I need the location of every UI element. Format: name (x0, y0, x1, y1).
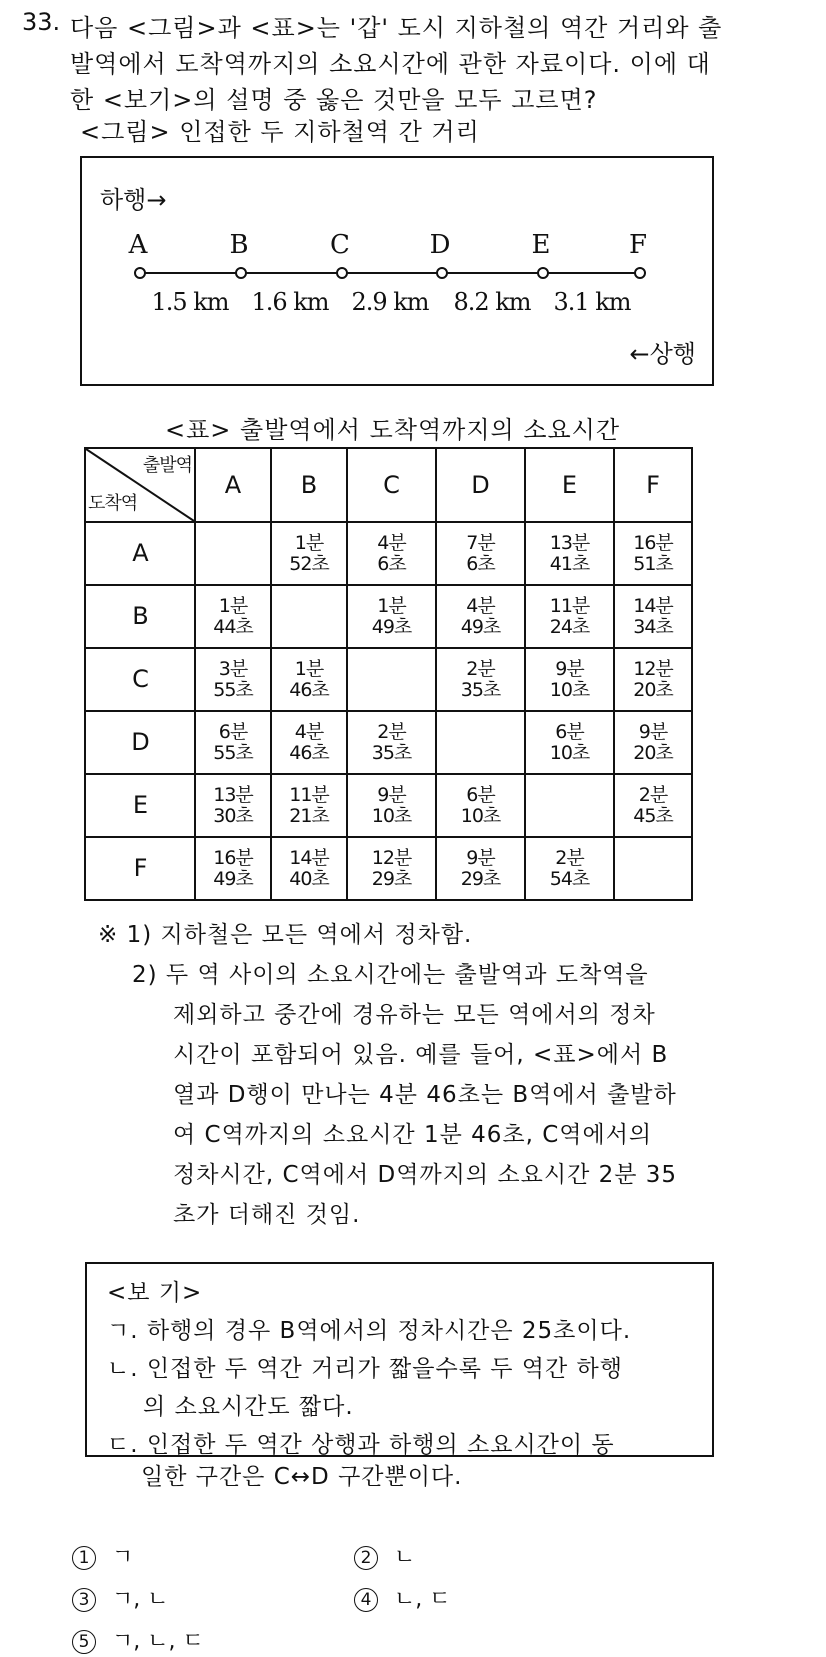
choice-number: 4 (354, 1588, 378, 1612)
distance-e-f: 3.1 km (553, 288, 631, 316)
table-cell (195, 522, 271, 585)
table-cell: 16분 51초 (614, 522, 692, 585)
station-node-a (134, 267, 146, 279)
row-header: C (85, 648, 195, 711)
table-cell: 12분 29초 (347, 837, 436, 900)
table-cell: 6분 55초 (195, 711, 271, 774)
note-1: ※ 1) 지하철은 모든 역에서 정차함. (98, 922, 473, 948)
table-cell: 16분 49초 (195, 837, 271, 900)
station-distance-figure (80, 156, 714, 386)
table-cell: 13분 41초 (525, 522, 614, 585)
note-2-line-5: 여 C역까지의 소요시간 1분 46초, C역에서의 (173, 1122, 653, 1148)
table-cell (436, 711, 525, 774)
bogi-item-giyeok: ㄱ. 하행의 경우 B역에서의 정차시간은 25초이다. (107, 1318, 632, 1344)
column-header: C (347, 448, 436, 522)
bogi-title: <보 기> (107, 1280, 203, 1306)
table-cell: 1분 44초 (195, 585, 271, 648)
column-header: D (436, 448, 525, 522)
bogi-item-nieun-line-1: ㄴ. 인접한 두 역간 거리가 짧을수록 두 역간 하행 (107, 1356, 623, 1382)
station-node-e (537, 267, 549, 279)
table-cell: 1분 49초 (347, 585, 436, 648)
row-header: E (85, 774, 195, 837)
table-cell: 9분 10초 (347, 774, 436, 837)
row-header: F (85, 837, 195, 900)
station-node-f (634, 267, 646, 279)
station-label-b: B (229, 230, 249, 260)
table-cell: 4분 46초 (271, 711, 347, 774)
subway-line (142, 272, 639, 274)
note-2-line-4: 열과 D행이 만나는 4분 46초는 B역에서 출발하 (173, 1082, 677, 1108)
choice-2[interactable]: 2 ㄴ (354, 1540, 415, 1571)
station-label-c: C (330, 230, 350, 260)
question-text-line-1: 다음 <그림>과 <표>는 '갑' 도시 지하철의 역간 거리와 출 (70, 14, 723, 42)
table-cell: 7분 6초 (436, 522, 525, 585)
table-cell: 3분 55초 (195, 648, 271, 711)
row-header: A (85, 522, 195, 585)
station-label-f: F (628, 230, 648, 260)
choice-number: 1 (72, 1546, 96, 1570)
note-2-line-3: 시간이 포함되어 있음. 예를 들어, <표>에서 B (173, 1042, 669, 1068)
table-cell: 11분 24초 (525, 585, 614, 648)
table-row (85, 774, 692, 837)
note-2-line-2: 제외하고 중간에 경유하는 모든 역에서의 정차 (173, 1002, 656, 1028)
table-cell: 2분 35초 (436, 648, 525, 711)
table-cell: 9분 10초 (525, 648, 614, 711)
choice-number: 2 (354, 1546, 378, 1570)
table-cell: 6분 10초 (436, 774, 525, 837)
choice-number: 3 (72, 1588, 96, 1612)
table-cell: 4분 6초 (347, 522, 436, 585)
table-cell: 2분 54초 (525, 837, 614, 900)
station-label-e: E (531, 230, 551, 260)
distance-a-b: 1.5 km (151, 288, 229, 316)
station-node-c (336, 267, 348, 279)
table-cell: 6분 10초 (525, 711, 614, 774)
column-header: E (525, 448, 614, 522)
upbound-direction-label: ←상행 (629, 340, 696, 368)
table-row (85, 837, 692, 900)
table-row (85, 522, 692, 585)
table-cell (347, 648, 436, 711)
bogi-item-digeut-line-2: 일한 구간은 C↔D 구간뿐이다. (141, 1464, 463, 1490)
choice-4[interactable]: 4 ㄴ, ㄷ (354, 1582, 451, 1613)
bogi-box (85, 1262, 714, 1457)
table-cell: 12분 20초 (614, 648, 692, 711)
travel-time-table (84, 447, 693, 901)
distance-b-c: 1.6 km (251, 288, 329, 316)
table-cell: 1분 52초 (271, 522, 347, 585)
table-header-row (85, 448, 692, 522)
choice-5[interactable]: 5 ㄱ, ㄴ, ㄷ (72, 1624, 204, 1655)
table-cell: 4분 49초 (436, 585, 525, 648)
note-2-line-6: 정차시간, C역에서 D역까지의 소요시간 2분 35 (173, 1162, 678, 1188)
choice-number: 5 (72, 1630, 96, 1654)
table-corner-cell (85, 448, 195, 522)
table-cell (614, 837, 692, 900)
column-header: A (195, 448, 271, 522)
distance-d-e: 8.2 km (453, 288, 531, 316)
table-cell (271, 585, 347, 648)
question-text-line-2: 발역에서 도착역까지의 소요시간에 관한 자료이다. 이에 대 (70, 50, 711, 78)
table-row (85, 711, 692, 774)
column-header: B (271, 448, 347, 522)
station-node-b (235, 267, 247, 279)
row-header: D (85, 711, 195, 774)
downbound-direction-label: 하행→ (100, 186, 167, 214)
note-2-line-1: 2) 두 역 사이의 소요시간에는 출발역과 도착역을 (132, 962, 649, 988)
arrival-station-header: 도착역 (88, 493, 138, 514)
table-cell: 9분 20초 (614, 711, 692, 774)
column-header: F (614, 448, 692, 522)
departure-station-header: 출발역 (142, 455, 192, 476)
choice-1[interactable]: 1 ㄱ (72, 1540, 133, 1571)
distance-c-d: 2.9 km (351, 288, 429, 316)
table-cell: 14분 40초 (271, 837, 347, 900)
note-2-line-7: 초가 더해진 것임. (173, 1202, 361, 1228)
table-row (85, 585, 692, 648)
table-cell: 2분 45초 (614, 774, 692, 837)
table-cell: 14분 34초 (614, 585, 692, 648)
bogi-item-nieun-line-2: 의 소요시간도 짧다. (143, 1394, 354, 1420)
question-number: 33. (22, 8, 61, 36)
table-cell: 11분 21초 (271, 774, 347, 837)
figure-title: <그림> 인접한 두 지하철역 간 거리 (80, 118, 480, 146)
table-title: <표> 출발역에서 도착역까지의 소요시간 (165, 416, 621, 444)
question-text-line-3: 한 <보기>의 설명 중 옳은 것만을 모두 고르면? (70, 86, 598, 114)
station-label-d: D (429, 230, 451, 260)
bogi-item-digeut-line-1: ㄷ. 인접한 두 역간 상행과 하행의 소요시간이 동 (107, 1432, 615, 1458)
table-cell: 13분 30초 (195, 774, 271, 837)
station-label-a: A (128, 230, 148, 260)
table-cell: 9분 29초 (436, 837, 525, 900)
table-cell (525, 774, 614, 837)
table-cell: 2분 35초 (347, 711, 436, 774)
station-node-d (436, 267, 448, 279)
row-header: B (85, 585, 195, 648)
table-row (85, 648, 692, 711)
table-cell: 1분 46초 (271, 648, 347, 711)
choice-3[interactable]: 3 ㄱ, ㄴ (72, 1582, 169, 1613)
